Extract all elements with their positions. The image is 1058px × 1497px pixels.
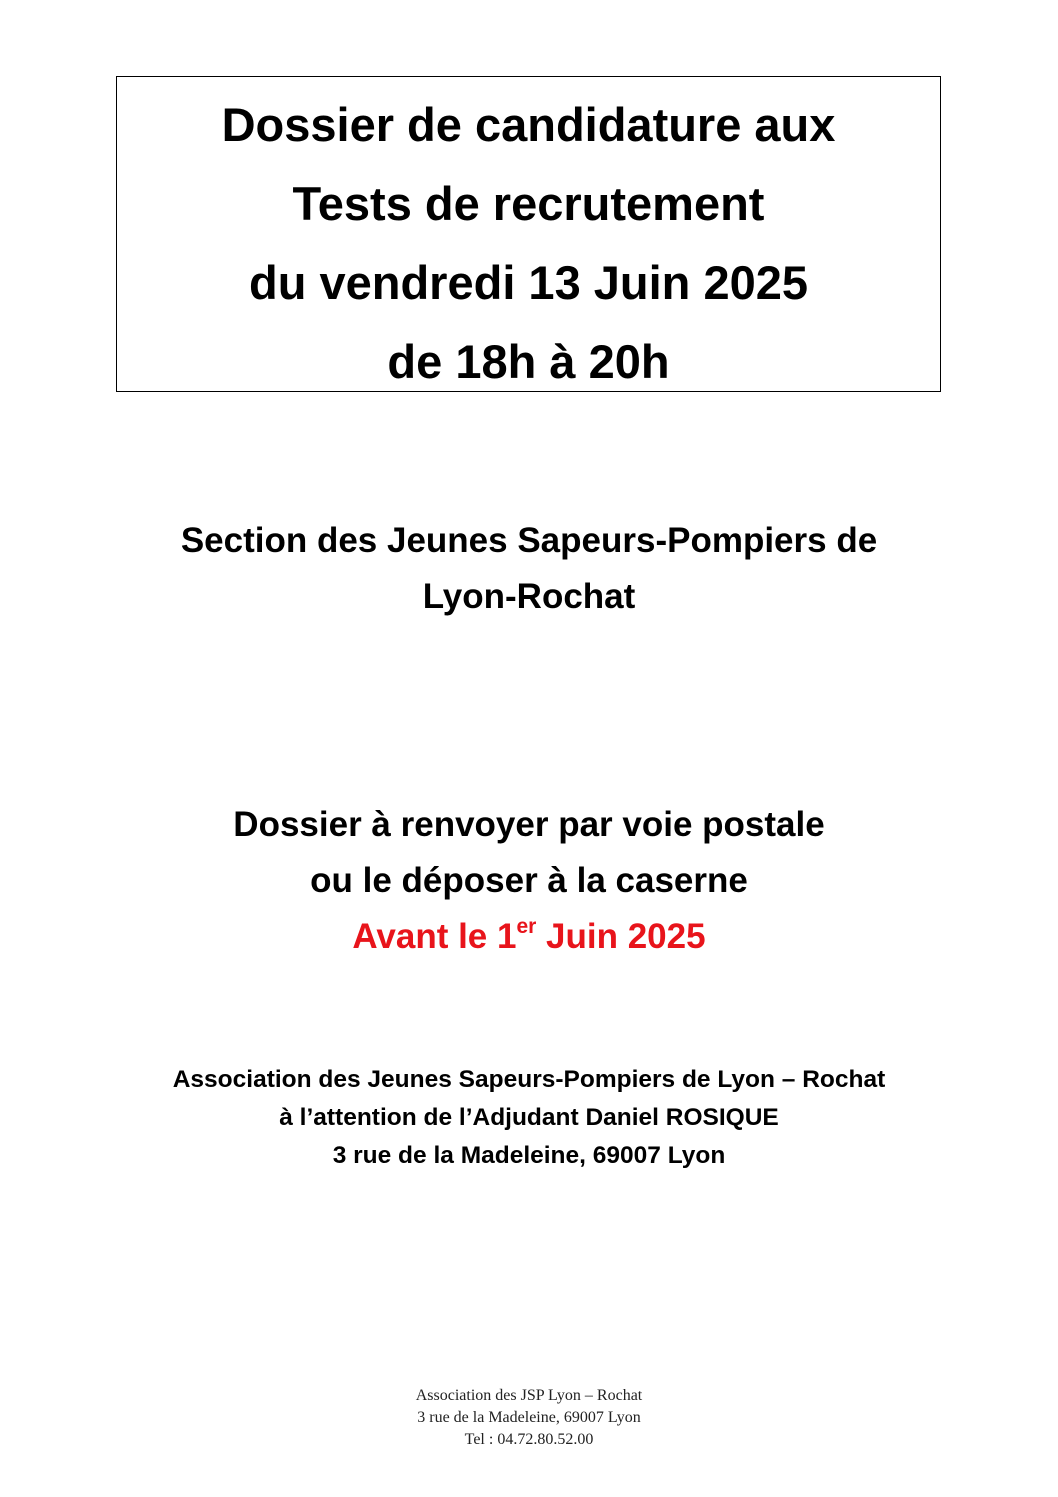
title-box bbox=[116, 76, 941, 392]
address-line-3: 3 rue de la Madeleine, 69007 Lyon bbox=[332, 1142, 726, 1169]
title-line-3: du vendredi 13 Juin 2025 bbox=[249, 256, 808, 309]
address-line-2: à l’attention de l’Adjudant Daniel ROSIQUE bbox=[279, 1104, 779, 1131]
deadline-superscript: er bbox=[516, 915, 537, 938]
send-line-1: Dossier à renvoyer par voie postale bbox=[233, 805, 825, 844]
deadline-prefix: Avant le 1 bbox=[352, 917, 517, 956]
title-line-4: de 18h à 20h bbox=[387, 335, 670, 388]
footer-line-2: 3 rue de la Madeleine, 69007 Lyon bbox=[417, 1409, 641, 1426]
address-line-1: Association des Jeunes Sapeurs-Pompiers de Lyon – Rochat bbox=[172, 1066, 886, 1093]
section-line-1: Section des Jeunes Sapeurs-Pompiers de bbox=[180, 521, 878, 560]
section-heading bbox=[0, 513, 1058, 625]
footer-line-3: Tel : 04.72.80.52.00 bbox=[464, 1431, 594, 1448]
deadline-suffix: Juin 2025 bbox=[536, 917, 706, 956]
deadline-line bbox=[0, 909, 1058, 965]
mailing-address bbox=[0, 1061, 1058, 1175]
send-line-2: ou le déposer à la caserne bbox=[310, 861, 748, 900]
section-line-2: Lyon-Rochat bbox=[422, 577, 636, 616]
title-line-2: Tests de recrutement bbox=[292, 177, 765, 230]
footer-line-1: Association des JSP Lyon – Rochat bbox=[415, 1387, 643, 1404]
send-instructions bbox=[0, 797, 1058, 965]
title-line-1: Dossier de candidature aux bbox=[221, 98, 836, 151]
page-footer bbox=[0, 1385, 1058, 1451]
